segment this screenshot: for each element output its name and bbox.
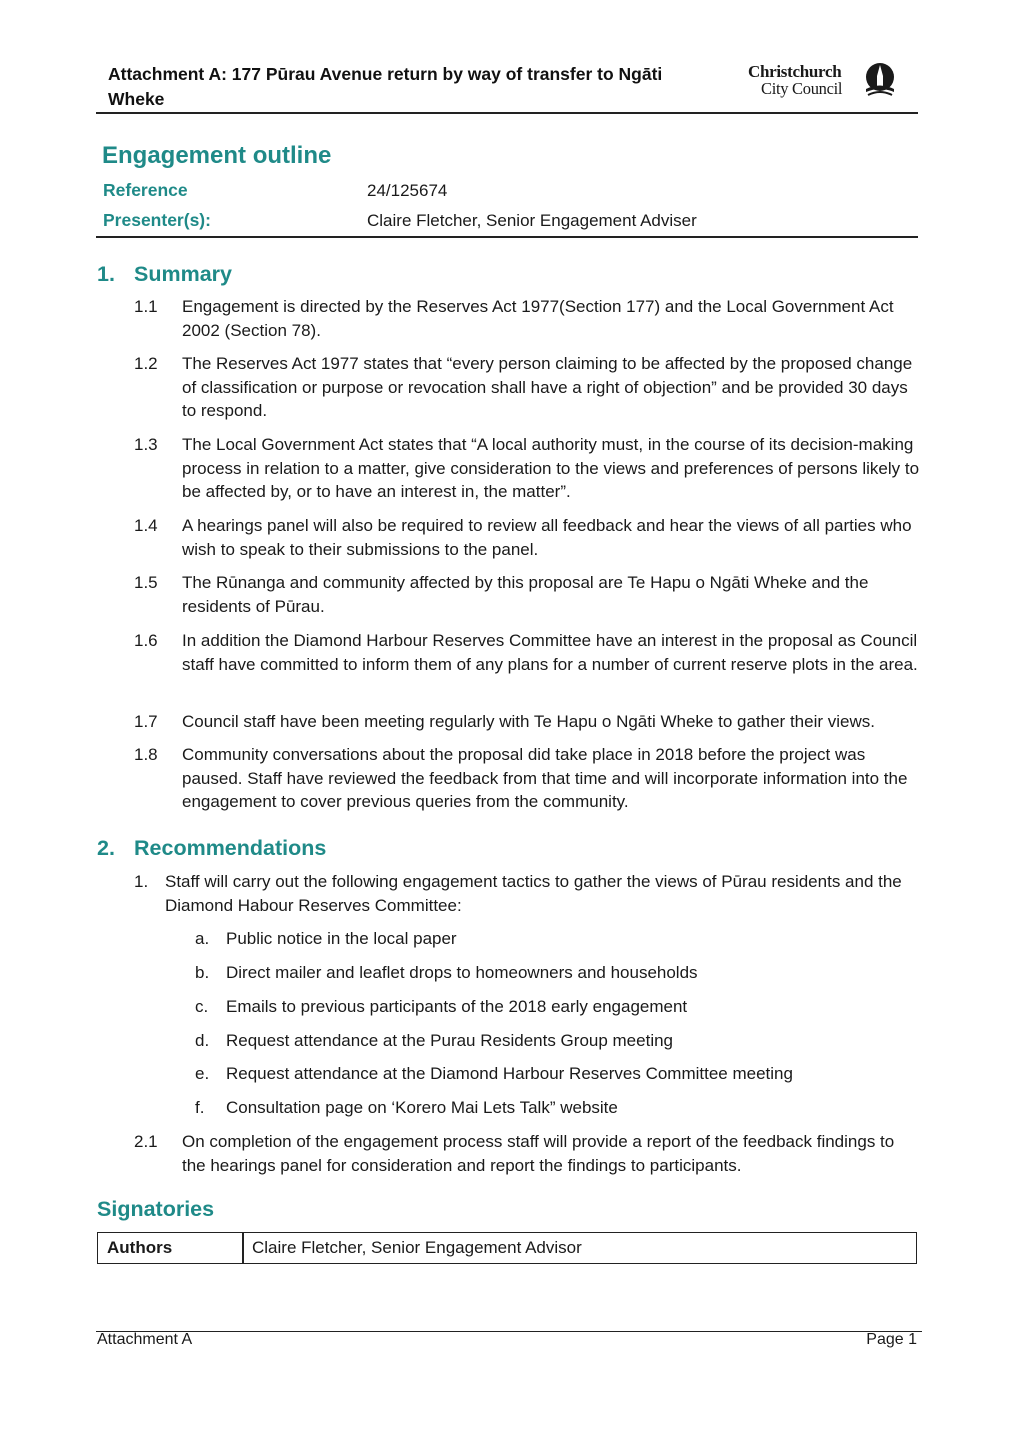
reference-value: 24/125674 bbox=[367, 181, 448, 200]
item-text: In addition the Diamond Harbour Reserves Committee have an interest in the proposal as Council staff have committed to inform them of any plans for a number of current reserve plots in the area. bbox=[182, 631, 918, 674]
header-divider bbox=[96, 112, 918, 114]
reference-label: Reference bbox=[103, 180, 188, 200]
summary-section-title: Summary bbox=[134, 262, 232, 286]
item-number: 1.7 bbox=[134, 712, 158, 731]
recommendations-section-title: Recommendations bbox=[134, 836, 327, 860]
item-number: 1.2 bbox=[134, 354, 158, 373]
logo-text-line-1: Christchurch bbox=[748, 62, 842, 81]
item-text: The Local Government Act states that “A local authority must, in the course of its decision-making process in relation to a matter, give consideration to the views and preferences of persons likely to be affected by, or to have an interest in, the matter”. bbox=[182, 435, 920, 502]
item-text: Council staff have been meeting regularly with Te Hapu o Ngāti Wheke to gather their views. bbox=[182, 712, 875, 731]
tactic-text: Public notice in the local paper bbox=[226, 929, 457, 948]
tactic-text: Emails to previous participants of the 2018 early engagement bbox=[226, 997, 688, 1016]
tactic-letter: b. bbox=[195, 963, 210, 982]
item-number: 1.3 bbox=[134, 435, 158, 454]
item-number: 1. bbox=[134, 872, 149, 891]
header-title-line-1: Attachment A: 177 Pūrau Avenue return by way of transfer to Ngāti bbox=[108, 64, 663, 84]
item-number: 1.4 bbox=[134, 516, 158, 535]
footer-page-number: Page 1 bbox=[866, 1331, 917, 1348]
item-number: 1.5 bbox=[134, 573, 158, 592]
tactic-letter: f. bbox=[195, 1098, 205, 1117]
outline-divider bbox=[96, 236, 918, 238]
tactic-text: Request attendance at the Purau Residents Group meeting bbox=[226, 1031, 674, 1050]
document-header-title bbox=[108, 62, 728, 112]
council-logo bbox=[748, 62, 900, 102]
item-text: A hearings panel will also be required to review all feedback and hear the views of all parties who wish to speak to their submissions to the panel. bbox=[182, 516, 912, 559]
item-text: Community conversations about the proposal did take place in 2018 before the project was paused. Staff have reviewed the feedback from that time and will incorporate information into the engagement to cover previous queries from the community. bbox=[182, 745, 908, 812]
authors-label: Authors bbox=[107, 1238, 173, 1257]
item-number: 1.8 bbox=[134, 745, 158, 764]
table-cell-divider bbox=[242, 1233, 244, 1263]
tactic-text: Consultation page on ‘Korero Mai Lets Talk” website bbox=[226, 1098, 618, 1117]
header-title-line-2: Wheke bbox=[108, 89, 165, 109]
presenter-label: Presenter(s): bbox=[103, 210, 211, 230]
item-text: The Reserves Act 1977 states that “every person claiming to be affected by the proposed change of classification or purpose or revocation shall have a right of objection” and be provided 30 days to respond. bbox=[182, 354, 913, 421]
tactic-letter: e. bbox=[195, 1064, 210, 1083]
item-number: 2.1 bbox=[134, 1132, 158, 1151]
tactic-text: Request attendance at the Diamond Harbour Reserves Committee meeting bbox=[226, 1064, 793, 1083]
signatories-table bbox=[97, 1232, 917, 1264]
item-number: 1.6 bbox=[134, 631, 158, 650]
item-number: 1.1 bbox=[134, 297, 158, 316]
tactic-letter: d. bbox=[195, 1031, 210, 1050]
item-text: The Rūnanga and community affected by this proposal are Te Hapu o Ngāti Wheke and the residents of Pūrau. bbox=[182, 573, 869, 616]
logo-text-line-2: City Council bbox=[761, 79, 843, 98]
item-text: On completion of the engagement process staff will provide a report of the feedback findings to the hearings panel for consideration and report the findings to participants. bbox=[182, 1132, 895, 1175]
signatories-heading: Signatories bbox=[97, 1197, 215, 1221]
authors-value: Claire Fletcher, Senior Engagement Advisor bbox=[252, 1238, 582, 1257]
footer-attachment-label: Attachment A bbox=[97, 1331, 193, 1348]
tactic-letter: c. bbox=[195, 997, 209, 1016]
item-text: Staff will carry out the following engagement tactics to gather the views of Pūrau residents and the Diamond Habour Reserves Committee: bbox=[165, 872, 902, 915]
summary-section-number: 1. bbox=[97, 262, 115, 286]
tactic-text: Direct mailer and leaflet drops to homeowners and households bbox=[226, 963, 698, 982]
tactic-letter: a. bbox=[195, 929, 210, 948]
footer-divider bbox=[96, 1331, 922, 1332]
item-text: Engagement is directed by the Reserves Act 1977(Section 177) and the Local Government Act 2002 (Section 78). bbox=[182, 297, 894, 340]
engagement-outline-title: Engagement outline bbox=[102, 142, 332, 169]
cathedral-logo-icon bbox=[862, 62, 898, 98]
presenter-value: Claire Fletcher, Senior Engagement Adviser bbox=[367, 211, 697, 230]
recommendations-section-number: 2. bbox=[97, 836, 115, 860]
